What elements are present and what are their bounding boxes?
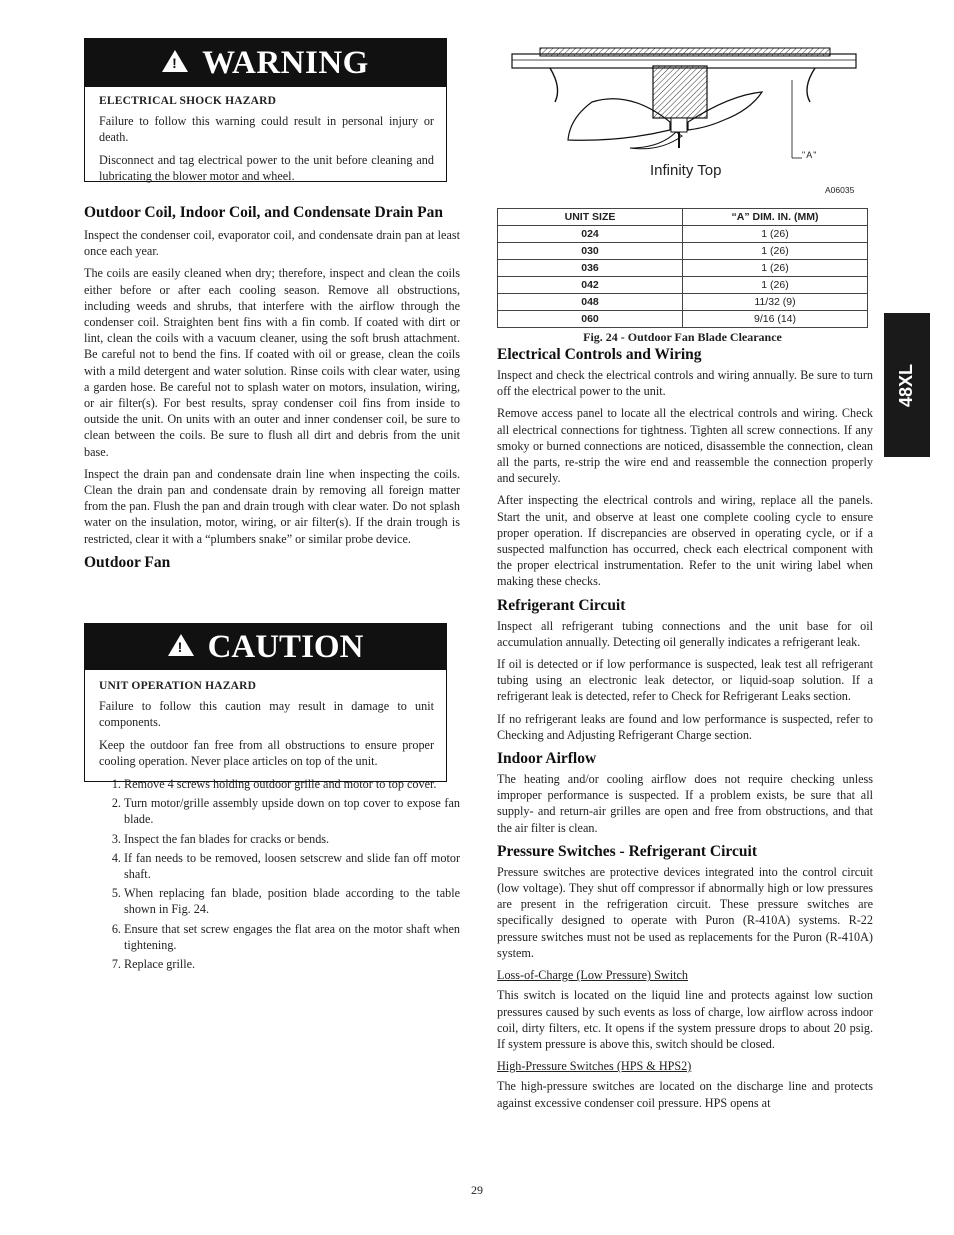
caution-hazard: UNIT OPERATION HAZARD <box>99 680 257 692</box>
table-row <box>498 311 868 328</box>
figure-code: A06035 <box>825 185 855 195</box>
coil-text-2: The coils are easily cleaned when dry; therefore, inspect and clean the coils either before or after each cooling season. Remove all obstructions, including weeds and shrubs, that interfere with the airflow through the condenser coil. Straighten bent fins with a fin comb. If coated with dirt or lint, clean the coils with a vacuum cleaner, using the soft brush attachment. Be careful not to bend the fins. If coated with oil or grease, clean the coils with a mild detergent and water solution. Rinse coils with clear water, using a garden hose. Be careful not to splash water on motors, insulation, wiring, or air filter(s). For best results, spray condenser coil fins from inside to outside the unit. On units with an outer and inner condenser coil, be sure to clean between the coils. Be sure to flush all dirt and debris from the unit base. <box>84 266 460 459</box>
table-cell: 048 <box>498 294 683 311</box>
warning-title: WARNING <box>202 44 369 81</box>
caution-title: CAUTION <box>207 628 364 665</box>
figure-caption: Fig. 24 - Outdoor Fan Blade Clearance <box>583 330 782 344</box>
coil-text-1: Inspect the condenser coil, evaporator coil, and condensate drain pan at least once each year. <box>84 228 460 259</box>
list-item: 1. Remove 4 screws holding outdoor grille and motor to top cover. <box>124 776 460 792</box>
list-item: 5. When replacing fan blade, position blade according to the table shown in Fig. 24. <box>124 885 460 917</box>
airflow-text-1: The heating and/or cooling airflow does not require checking unless improper performance is suspected. If a problem exists, be sure that all supply- and return-air grilles are open and free from obstructions, and that the air filter is clean. <box>497 772 873 835</box>
electrical-heading: Electrical Controls and Wiring <box>497 346 702 363</box>
page-number: 29 <box>471 1183 483 1197</box>
warning-hazard: ELECTRICAL SHOCK HAZARD <box>99 95 277 107</box>
table-header-row <box>498 209 868 226</box>
refrigerant-heading: Refrigerant Circuit <box>497 596 626 614</box>
warning-text-2: Disconnect and tag electrical power to the unit before cleaning and lubricating the blower motor and wheel. <box>99 152 434 183</box>
right-column <box>497 345 873 1117</box>
warning-text-1: Failure to follow this warning could result in personal injury or death. <box>99 114 434 145</box>
table-cell: 1 (26) <box>683 226 868 243</box>
table-cell: 036 <box>498 260 683 277</box>
table-cell: 1 (26) <box>683 277 868 294</box>
fan-steps <box>84 776 460 975</box>
high-pressure-subheading: High-Pressure Switches (HPS & HPS2) <box>497 1059 692 1074</box>
table-cell: 042 <box>498 277 683 294</box>
warning-box <box>84 38 447 182</box>
table-cell: 024 <box>498 226 683 243</box>
infinity-top-label: Infinity Top <box>650 162 722 179</box>
left-column-upper <box>84 203 460 572</box>
clearance-table-wrap <box>497 208 868 345</box>
refrigerant-text-2: If oil is detected or if low performance is suspected, leak test all refrigerant tubing using an electronic leak detector, or liquid-soap solution. If a refrigerant leak is detected, refer to Check for Refrigerant Leaks section. <box>497 657 873 704</box>
warning-triangle-icon: ! <box>162 50 188 72</box>
caution-box <box>84 623 447 782</box>
side-tab <box>884 313 930 457</box>
table-row <box>498 294 868 311</box>
warning-header <box>85 39 446 87</box>
fan-heading: Outdoor Fan <box>84 553 171 571</box>
loss-of-charge-subheading: Loss-of-Charge (Low Pressure) Switch <box>497 968 689 983</box>
electrical-text-3: After inspecting the electrical controls and wiring, replace all the panels. Start the unit, and observe at least one complete cooling cycle to ensure proper operation. If discrepancies are observed in operating cycle, or if a suspected malfunction has occurred, check each electrical component with the proper electrical instrumentation. Refer to the unit wiring label when making these checks. <box>497 493 873 589</box>
list-item: 2. Turn motor/grille assembly upside down on top cover to expose fan blade. <box>124 795 460 827</box>
table-row <box>498 243 868 260</box>
caution-text-2: Keep the outdoor fan free from all obstructions to ensure proper cooling operation. Never place articles on top of the unit. <box>99 737 434 768</box>
coil-heading: Outdoor Coil, Indoor Coil, and Condensate Drain Pan <box>84 204 444 221</box>
table-cell: 060 <box>498 311 683 328</box>
list-item: 6. Ensure that set screw engages the flat area on the motor shaft when tightening. <box>124 921 460 953</box>
table-header-unit-size: UNIT SIZE <box>498 209 683 226</box>
pressure-heading: Pressure Switches - Refrigerant Circuit <box>497 842 757 860</box>
caution-triangle-icon: ! <box>168 634 194 656</box>
table-row <box>498 226 868 243</box>
list-item: 4. If fan needs to be removed, loosen setscrew and slide fan off motor shaft. <box>124 850 460 882</box>
refrigerant-text-1: Inspect all refrigerant tubing connections and the unit base for oil accumulation annually. Detecting oil generally indicates a refrigerant leak. <box>497 618 873 649</box>
airflow-heading: Indoor Airflow <box>497 750 597 768</box>
table-cell: 030 <box>498 243 683 260</box>
table-header-a-dim: “A” DIM. IN. (MM) <box>683 209 868 226</box>
side-tab-label: 48XL <box>896 363 917 407</box>
table-cell: 1 (26) <box>683 243 868 260</box>
fan-figure <box>510 40 874 200</box>
clearance-table <box>497 208 868 328</box>
table-row <box>498 277 868 294</box>
table-row <box>498 260 868 277</box>
dimension-a-label: "A" <box>802 150 818 160</box>
list-item: 7. Replace grille. <box>124 956 460 972</box>
list-item: 3. Inspect the fan blades for cracks or bends. <box>124 831 460 847</box>
pressure-text-1: Pressure switches are protective devices integrated into the control circuit (low voltage). They shut off compressor if abnormally high or low pressures are present in the refrigeration circuit. These pressure switches are specifically designed to operate with Puron (R-410A) systems. R-22 pressure switches must not be used as replacements for the Puron (R-410A) system. <box>497 864 873 960</box>
table-cell: 9/16 (14) <box>683 311 868 328</box>
refrigerant-text-3: If no refrigerant leaks are found and low performance is suspected, refer to Checking and Adjusting Refrigerant Charge section. <box>497 711 873 742</box>
table-cell: 1 (26) <box>683 260 868 277</box>
pressure-text-2: This switch is located on the liquid line and protects against low suction pressures caused by such events as loss of charge, low airflow across indoor coil, dirty filters, etc. It opens if the system pressure drops to about 20 psig. If system pressure is above this, switch should be closed. <box>497 988 873 1051</box>
electrical-text-1: Inspect and check the electrical controls and wiring annually. Be sure to turn off the electrical power to the unit. <box>497 368 873 399</box>
caution-text-1: Failure to follow this caution may result in damage to unit components. <box>99 699 434 730</box>
caution-header <box>85 624 446 670</box>
table-cell: 11/32 (9) <box>683 294 868 311</box>
fan-steps-list <box>84 776 460 972</box>
coil-text-3: Inspect the drain pan and condensate drain line when inspecting the coils. Clean the drain pan and condensate drain by removing all foreign matter from the pan. Flush the pan and drain trough with clear water. Do not splash water on the insulation, motor, wiring, or air filter(s). If the drain trough is restricted, clear it with a “plumbers snake” or similar probe device. <box>84 466 460 546</box>
electrical-text-2: Remove access panel to locate all the electrical controls and wiring. Check all electrical connections for tightness. Tighten all screw connections. If any smoky or burned connections are noticed, disassemble the connection, clean all the parts, re-strip the wire end and reassemble the connection properly and securely. <box>497 406 873 486</box>
pressure-text-3: The high-pressure switches are located on the discharge line and protects against excessive condenser coil pressure. HPS opens at <box>497 1079 873 1110</box>
